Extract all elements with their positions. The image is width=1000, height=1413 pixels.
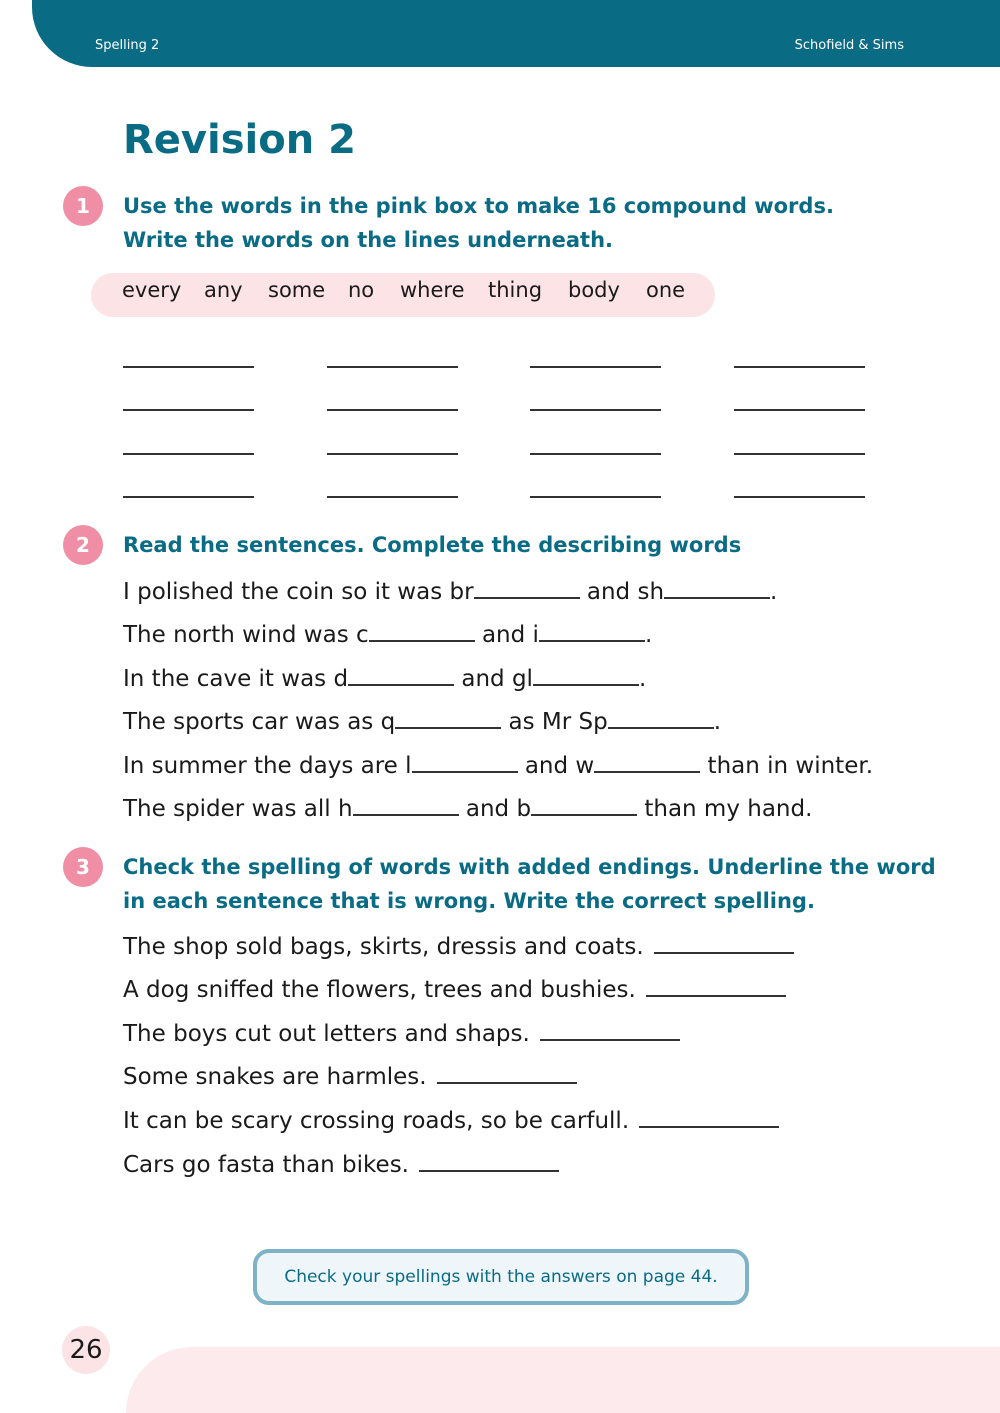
word-bank-item: one: [646, 278, 686, 302]
blank-line[interactable]: [539, 618, 645, 642]
answer-line[interactable]: [123, 496, 254, 498]
correction-line[interactable]: [646, 973, 786, 997]
section-3-instruction-line-2: in each sentence that is wrong. Write the correct spelling.: [123, 889, 815, 913]
answer-line[interactable]: [530, 453, 661, 455]
correction-line[interactable]: [540, 1017, 680, 1041]
word-bank-item: body: [568, 278, 620, 302]
section-3-number: 3: [63, 847, 103, 887]
describing-sentence: In summer the days are l and w than in winter.: [123, 749, 873, 781]
blank-line[interactable]: [412, 749, 518, 773]
word-bank-item: thing: [488, 278, 543, 302]
blank-line[interactable]: [353, 792, 459, 816]
answer-line[interactable]: [327, 409, 458, 411]
describing-sentence: In the cave it was d and gl .: [123, 662, 646, 694]
section-3-instruction-line-1: Check the spelling of words with added endings. Underline the word: [123, 855, 936, 879]
answer-line[interactable]: [530, 409, 661, 411]
answer-line[interactable]: [327, 366, 458, 368]
section-2-instruction: Read the sentences. Complete the describing words: [123, 533, 742, 557]
answer-line[interactable]: [123, 409, 254, 411]
blank-line[interactable]: [531, 792, 637, 816]
word-bank-item: any: [204, 278, 243, 302]
blank-line[interactable]: [348, 662, 454, 686]
answer-line[interactable]: [734, 366, 865, 368]
describing-sentence: I polished the coin so it was br and sh .: [123, 575, 777, 607]
page-number: 26: [62, 1326, 110, 1374]
blank-line[interactable]: [474, 575, 580, 599]
blank-line[interactable]: [608, 705, 714, 729]
spelling-check-sentence: Cars go fasta than bikes.: [123, 1148, 559, 1180]
answer-line[interactable]: [734, 496, 865, 498]
section-1-instruction-line-1: Use the words in the pink box to make 16 compound words.: [123, 194, 834, 218]
correction-line[interactable]: [419, 1148, 559, 1172]
answer-line[interactable]: [123, 366, 254, 368]
blank-line[interactable]: [594, 749, 700, 773]
spelling-check-sentence: Some snakes are harmles.: [123, 1060, 577, 1092]
correction-line[interactable]: [437, 1060, 577, 1084]
spelling-check-sentence: A dog sniffed the flowers, trees and bushies.: [123, 973, 786, 1005]
answer-line[interactable]: [327, 496, 458, 498]
correction-line[interactable]: [639, 1104, 779, 1128]
correction-line[interactable]: [654, 930, 794, 954]
answer-line[interactable]: [327, 453, 458, 455]
word-bank-item: where: [400, 278, 465, 302]
blank-line[interactable]: [395, 705, 501, 729]
answer-line[interactable]: [530, 366, 661, 368]
word-bank-item: some: [268, 278, 326, 302]
spelling-check-sentence: The boys cut out letters and shaps.: [123, 1017, 680, 1049]
answer-line[interactable]: [530, 496, 661, 498]
answers-reference-box: Check your spellings with the answers on page 44.: [253, 1249, 749, 1305]
describing-sentence: The spider was all h and b than my hand.: [123, 792, 812, 824]
blank-line[interactable]: [664, 575, 770, 599]
answer-line[interactable]: [123, 453, 254, 455]
header-band: [32, 0, 1000, 67]
section-1-number: 1: [63, 186, 103, 226]
bottom-decoration: [126, 1347, 1000, 1413]
blank-line[interactable]: [369, 618, 475, 642]
describing-sentence: The sports car was as q as Mr Sp .: [123, 705, 721, 737]
page-title: Revision 2: [123, 117, 356, 163]
book-title: Spelling 2: [95, 38, 160, 53]
answer-line[interactable]: [734, 453, 865, 455]
publisher-name: Schofield & Sims: [794, 38, 904, 53]
word-bank-item: no: [348, 278, 375, 302]
blank-line[interactable]: [533, 662, 639, 686]
word-bank-item: every: [122, 278, 182, 302]
section-2-number: 2: [63, 525, 103, 565]
spelling-check-sentence: The shop sold bags, skirts, dressis and coats.: [123, 930, 794, 962]
section-1-instruction-line-2: Write the words on the lines underneath.: [123, 228, 614, 252]
answer-line[interactable]: [734, 409, 865, 411]
describing-sentence: The north wind was c and i .: [123, 618, 652, 650]
spelling-check-sentence: It can be scary crossing roads, so be carfull.: [123, 1104, 779, 1136]
